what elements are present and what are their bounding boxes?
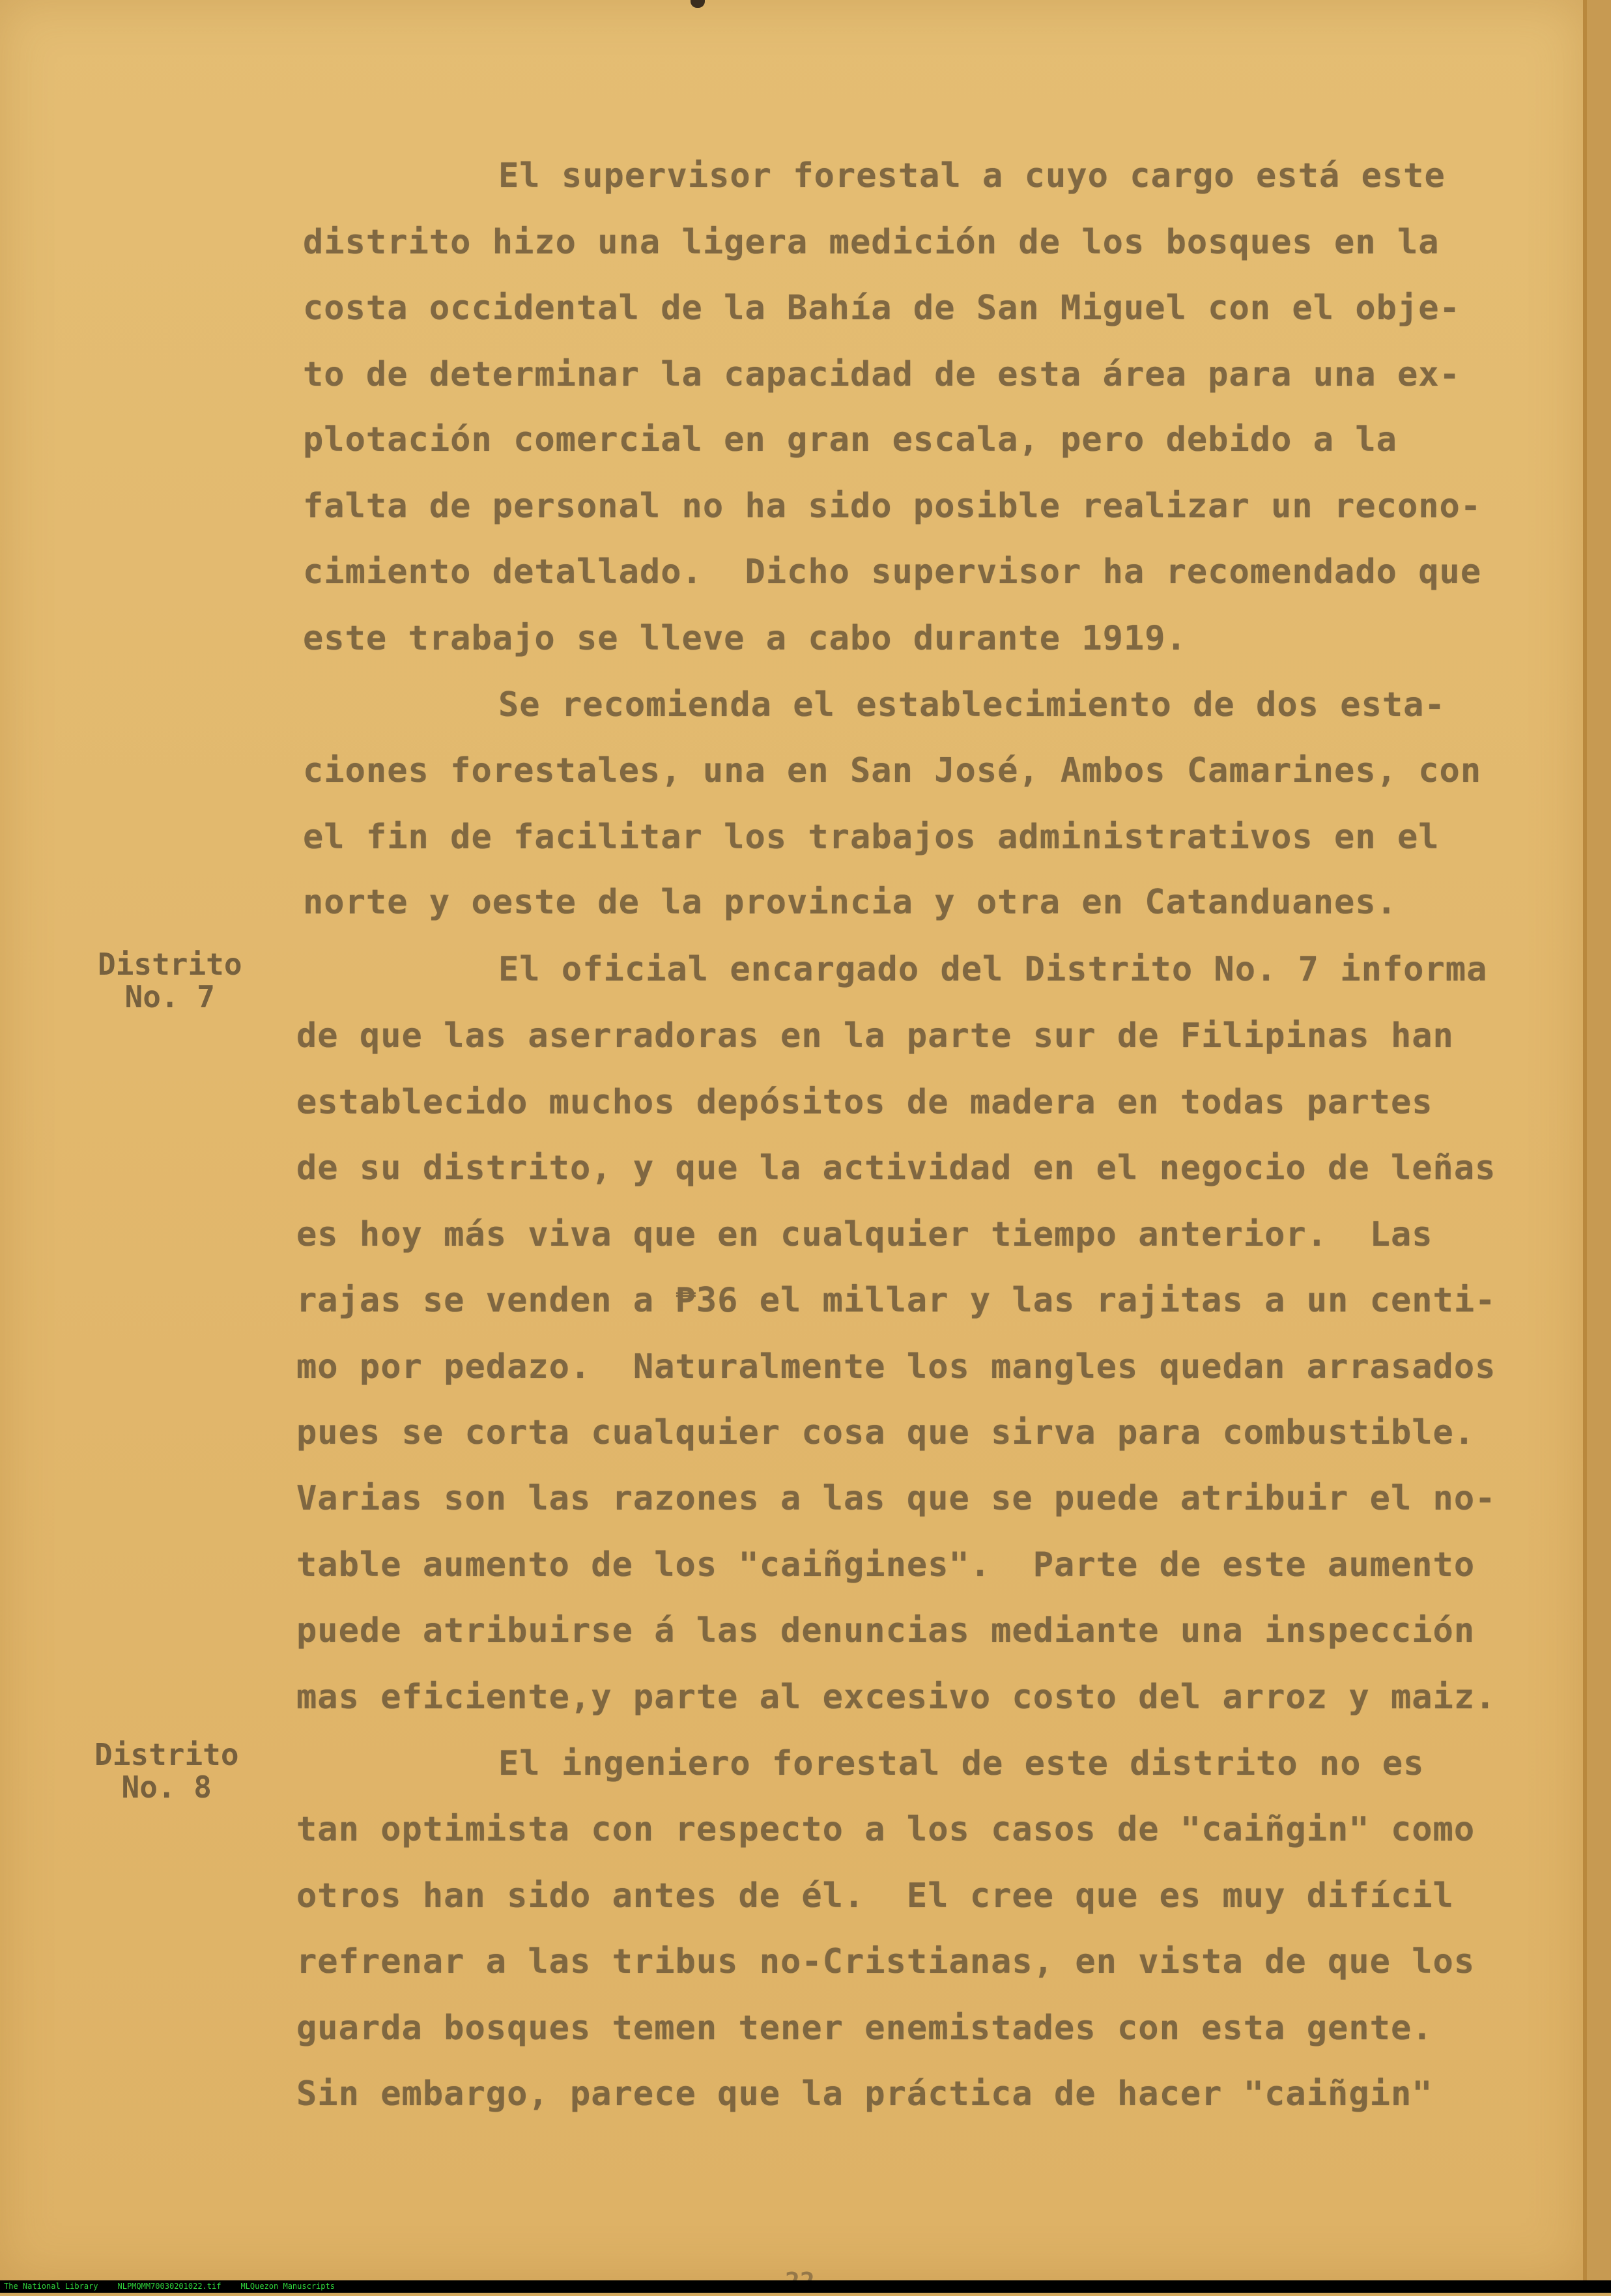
text-line: otros han sido antes de él. El cree que es muy difícil [296,1876,1454,1916]
text-line: de su distrito, y que la actividad en el negocio de leñas [296,1149,1496,1188]
text-line: distrito hizo una ligera medición de los bosques en la [303,223,1440,262]
text-line: este trabajo se lleve a cabo durante 1919. [303,619,1187,658]
text-line: rajas se venden a ₱36 el millar y las rajitas a un centi- [296,1281,1496,1320]
text-line: establecido muchos depósitos de madera en todas partes [296,1083,1433,1122]
text-line: cimiento detallado. Dicho supervisor ha recomendado que [303,552,1482,592]
text-line: puede atribuirse á las denuncias mediante una inspección [296,1611,1476,1650]
scan-footer [0,2280,1611,2293]
text-line: el fin de facilitar los trabajos administrativos en el [303,818,1440,857]
text-line: mas eficiente,y parte al excesivo costo del arroz y maiz. [296,1678,1496,1717]
text-line: ciones forestales, una en San José, Ambos Camarines, con [303,751,1482,790]
text-line: to de determinar la capacidad de esta área para una ex- [303,355,1461,394]
text-line: tan optimista con respecto a los casos de "caiñgin" como [296,1810,1476,1849]
text-line: Se recomienda el establecimiento de dos esta- [498,685,1446,725]
text-line: El ingeniero forestal de este distrito no es [498,1744,1425,1783]
text-line: falta de personal no ha sido posible realizar un recono- [303,487,1482,526]
text-line: table aumento de los "caiñgines". Parte de este aumento [296,1545,1476,1585]
text-line: El supervisor forestal a cuyo cargo está este [498,156,1446,195]
footer-library: The National Library [4,2282,98,2291]
text-line: plotación comercial en gran escala, pero debido a la [303,420,1397,459]
text-line: El oficial encargado del Distrito No. 7 informa [498,950,1488,989]
text-line: es hoy más viva que en cualquier tiempo anterior. Las [296,1215,1433,1254]
text-line: guarda bosques temen tener enemistades con esta gente. [296,2009,1433,2048]
text-line: mo por pedazo. Naturalmente los mangles quedan arrasados [296,1347,1496,1386]
text-line: pues se corta cualquier cosa que sirva para combustible. [296,1413,1476,1452]
text-line: Sin embargo, parece que la práctica de hacer "caiñgin" [296,2074,1433,2114]
binding-mark [691,0,705,8]
text-line: de que las aserradoras en la parte sur de Filipinas han [296,1016,1454,1055]
text-line: refrenar a las tribus no-Cristianas, en vista de que los [296,1942,1476,1981]
text-line: norte y oeste de la provincia y otra en Catanduanes. [303,883,1397,922]
text-line: costa occidental de la Bahía de San Miguel con el obje- [303,289,1461,328]
text-line: Varias son las razones a las que se puede atribuir el no- [296,1479,1496,1518]
margin-note-distrito-7: Distrito No. 7 [98,947,242,1014]
page-edge [1587,0,1611,2280]
margin-note-distrito-8: Distrito No. 8 [94,1737,239,1805]
footer-collection: MLQuezon Manuscripts [240,2282,335,2291]
footer-file: NLPMQMM70030201022.tif [117,2282,221,2291]
